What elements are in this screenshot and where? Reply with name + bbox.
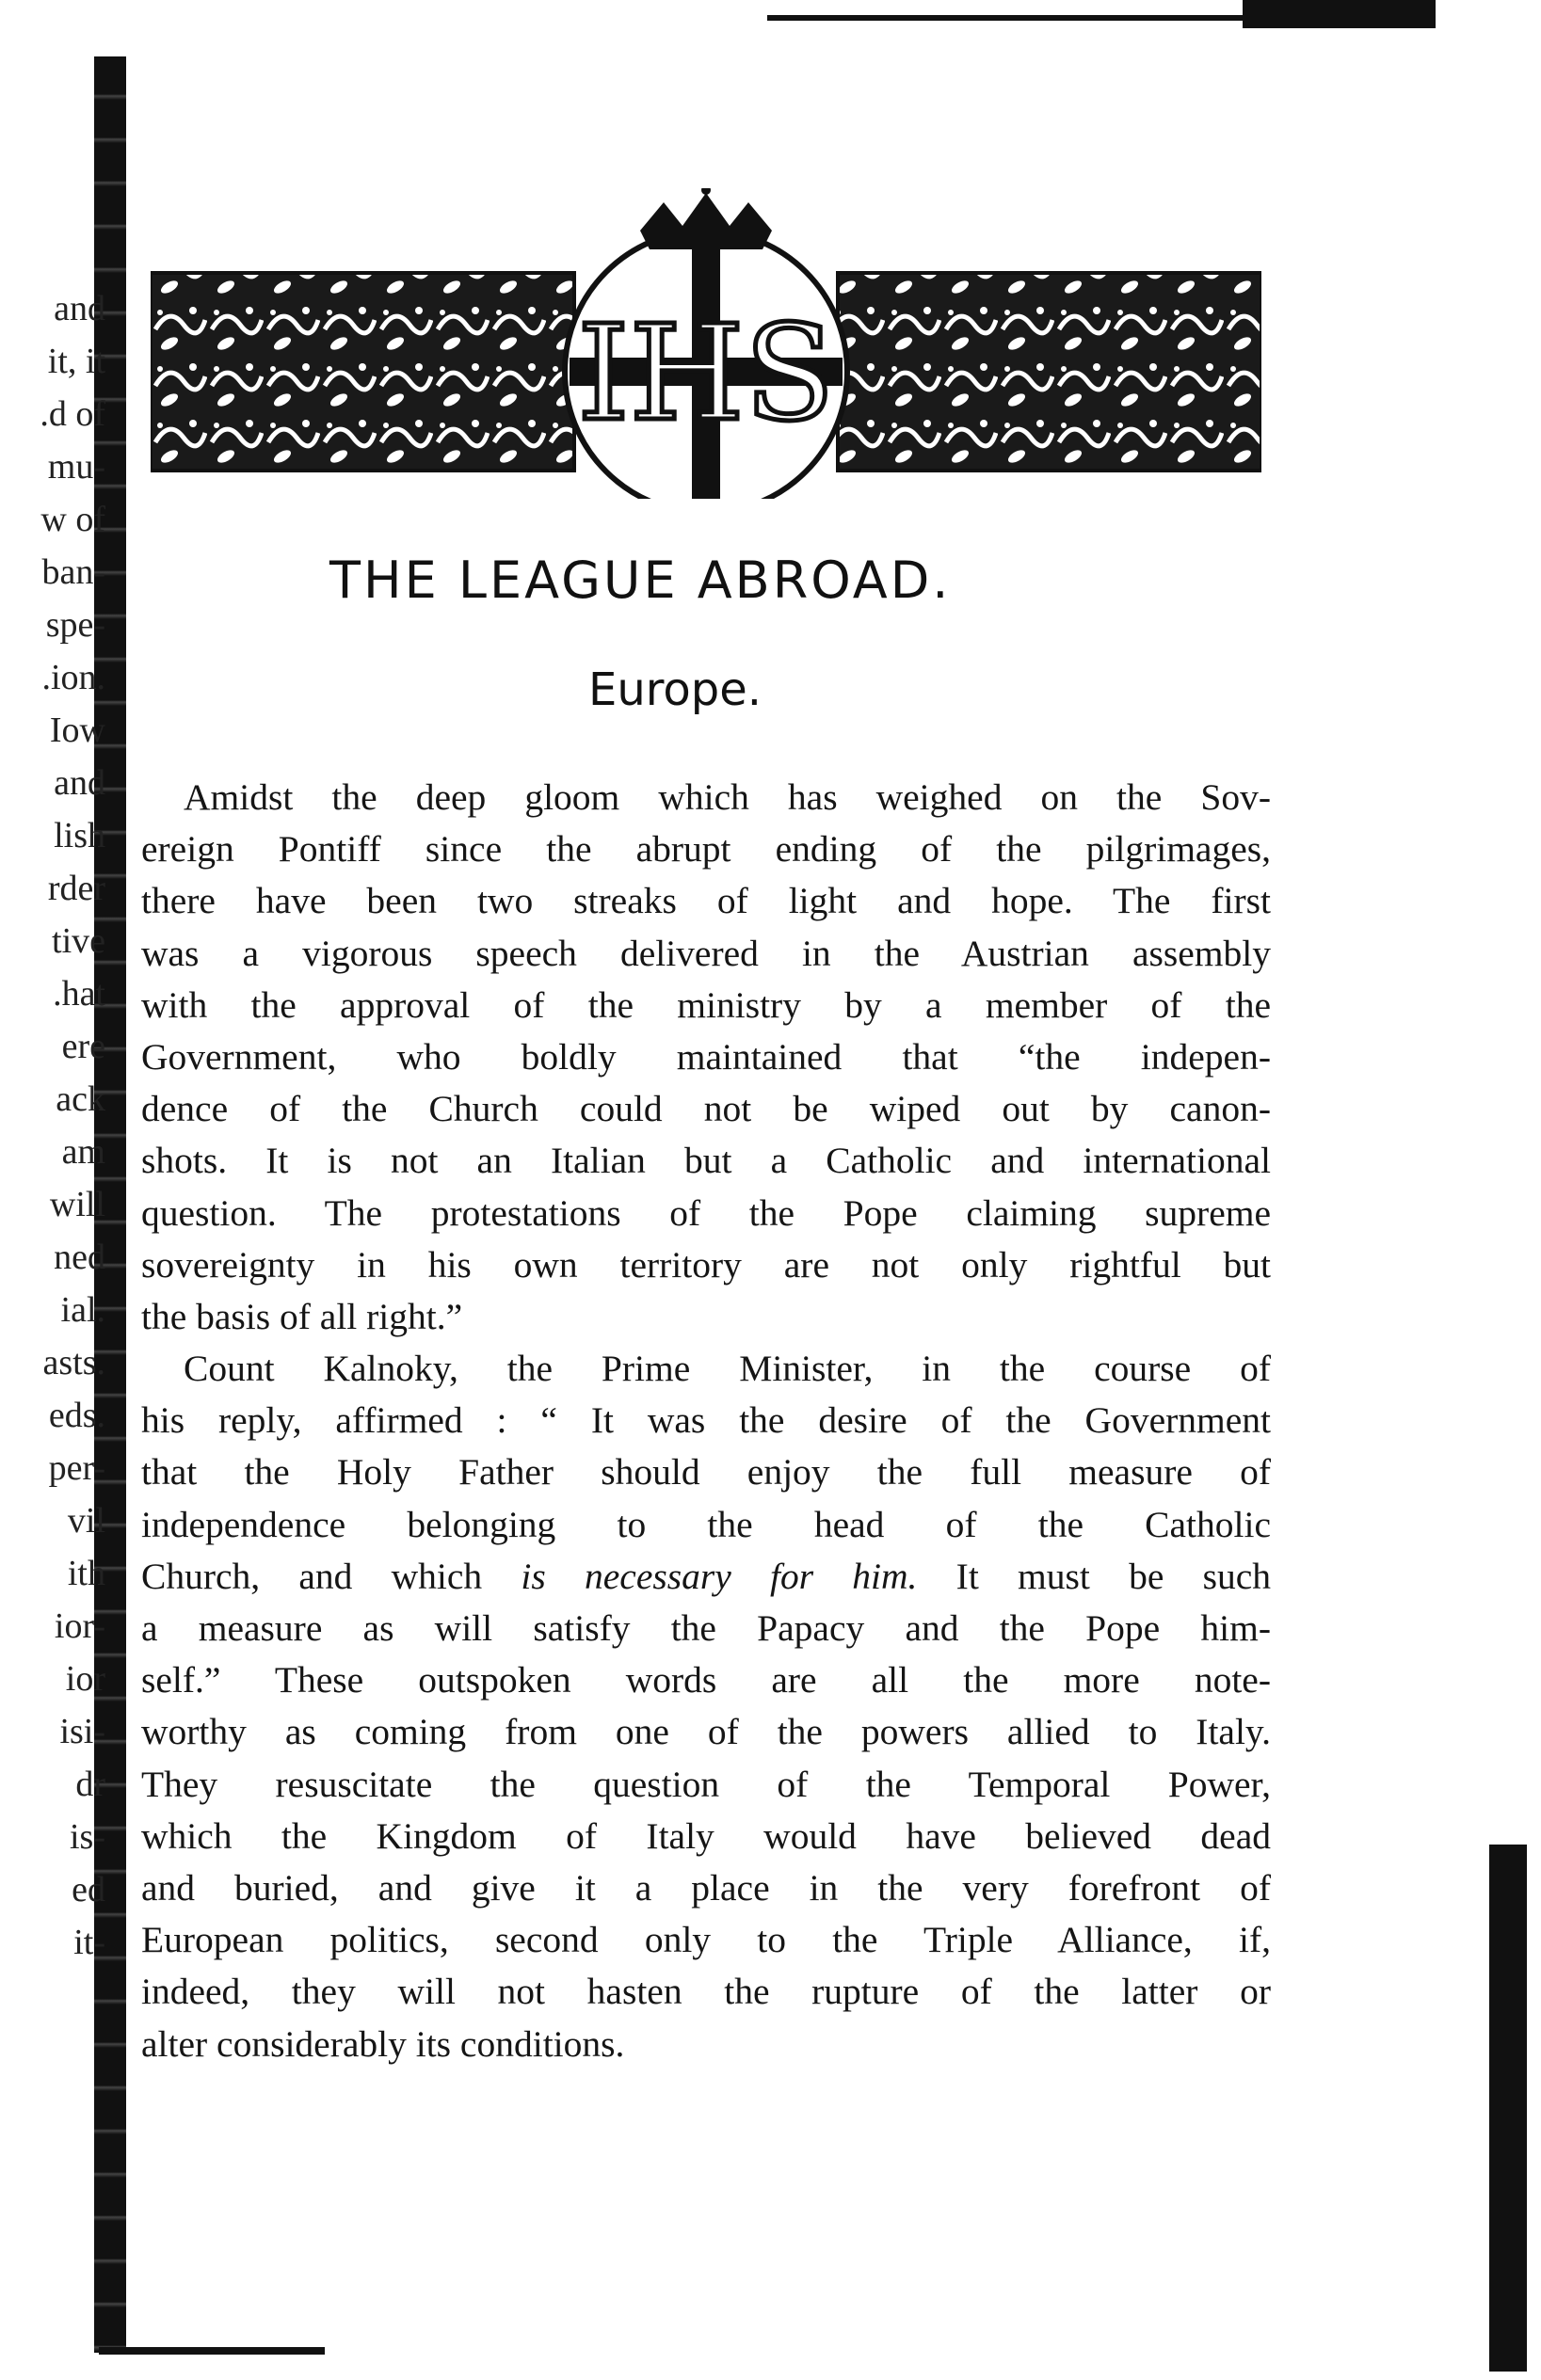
right-foliage-panel (838, 273, 1261, 471)
left-fragment-text: w of (40, 500, 105, 539)
top-rule-bar (1243, 0, 1436, 28)
text-segment: Church, and which (141, 1555, 522, 1597)
left-page-fragments (21, 282, 105, 1969)
crown-icon (640, 188, 772, 249)
text-line: shots. It is not an Italian but a Catholic and international (141, 1140, 1271, 1182)
text-line: there have been two streaks of light and hope. The first (141, 880, 1271, 922)
text-line: which the Kingdom of Italy would have believed dead (141, 1814, 1271, 1857)
text-line: sovereignty in his own territory are not only rightful but (141, 1243, 1271, 1286)
paragraph-2 (141, 1343, 1271, 2070)
text-line: Count Kalnoky, the Prime Minister, in the course of (184, 1348, 1271, 1390)
left-fragment-text: ere (61, 1027, 105, 1066)
left-fragment-text: spe- (45, 605, 105, 645)
left-fragment-text: ned (54, 1238, 105, 1277)
text-line: Government, who boldly maintained that “the indepen- (141, 1035, 1271, 1078)
text-segment: It must be such (917, 1555, 1271, 1597)
ihs-ornament-banner (151, 188, 1261, 499)
left-fragment-text: and (54, 289, 105, 328)
left-fragment-text: ith (67, 1554, 105, 1593)
left-fragment-text: ban- (41, 552, 105, 592)
text-line: the basis of all right.” (141, 1295, 463, 1337)
text-line-with-italic (141, 1551, 1271, 1603)
left-fragment-text: it, it (47, 342, 105, 381)
text-line: with the approval of the ministry by a member of the (141, 983, 1271, 1026)
left-fragment-text: and (54, 763, 105, 803)
left-fragment-text: am (61, 1132, 105, 1172)
left-fragment-text: ior (65, 1659, 105, 1699)
monogram-ihs: IHS (577, 297, 835, 451)
left-fragment-text: ial. (60, 1290, 105, 1330)
text-line: was a vigorous speech delivered in the Austrian assembly (141, 932, 1271, 974)
left-fragment-text: per- (48, 1448, 105, 1488)
page-title: THE LEAGUE ABROAD. (329, 551, 952, 610)
text-line: dence of the Church could not be wiped out by canon- (141, 1088, 1271, 1130)
left-fragment-text: will (49, 1185, 105, 1224)
left-foliage-panel (151, 273, 574, 471)
right-edge-shadow (1489, 1845, 1527, 2372)
left-fragment-text: asts. (42, 1343, 105, 1382)
left-fragment-text: mu- (47, 447, 105, 487)
left-fragment-text: lish (54, 816, 105, 855)
text-line: Amidst the deep gloom which has weighed on the Sov- (184, 776, 1271, 818)
article-body (141, 772, 1271, 2070)
paragraph-1 (141, 772, 1271, 1343)
left-fragment-text: Iow (49, 711, 105, 750)
text-line: and buried, and give it a place in the very forefront of (141, 1866, 1271, 1909)
left-fragment-text: is- (70, 1817, 105, 1857)
text-line: that the Holy Father should enjoy the full measure of (141, 1451, 1271, 1493)
left-fragment-text: ack (56, 1079, 105, 1119)
left-fragment-text: ed (72, 1870, 105, 1909)
left-fragment-text: .hat (53, 974, 105, 1014)
left-fragment-text: .d of (40, 394, 105, 434)
left-fragment-text: vil (67, 1501, 105, 1541)
text-line: self.” These outspoken words are all the more note- (141, 1659, 1271, 1701)
text-line: a measure as will satisfy the Papacy and the Pope him- (141, 1607, 1271, 1649)
italic-phrase: is necessary for him. (521, 1555, 918, 1597)
left-fragment-text: dr (75, 1765, 105, 1804)
section-subtitle: Europe. (588, 663, 762, 716)
text-line: his reply, affirmed : “ It was the desire of the Government (141, 1399, 1271, 1442)
text-line: They resuscitate the question of the Temporal Power, (141, 1763, 1271, 1805)
left-fragment-text: rder (47, 869, 105, 908)
bottom-rule (99, 2347, 325, 2355)
text-line: indeed, they will not hasten the rupture of the latter or (141, 1971, 1271, 2013)
text-line: ereign Pontiff since the abrupt ending of the pilgrimages, (141, 828, 1271, 871)
left-fragment-text: ior- (54, 1606, 105, 1646)
left-fragment-text: tive (52, 921, 105, 961)
left-fragment-text: isi- (59, 1712, 105, 1751)
left-fragment-text: eds. (48, 1396, 105, 1435)
left-fragment-text: .ion. (41, 658, 105, 697)
text-line: worthy as coming from one of the powers allied to Italy. (141, 1711, 1271, 1753)
text-line: European politics, second only to the Triple Alliance, if, (141, 1919, 1271, 1961)
text-line: independence belonging to the head of the Catholic (141, 1503, 1271, 1545)
text-line: alter considerably its conditions. (141, 2022, 625, 2065)
text-line: question. The protestations of the Pope claiming supreme (141, 1191, 1271, 1234)
left-fragment-text: it- (73, 1923, 105, 1962)
